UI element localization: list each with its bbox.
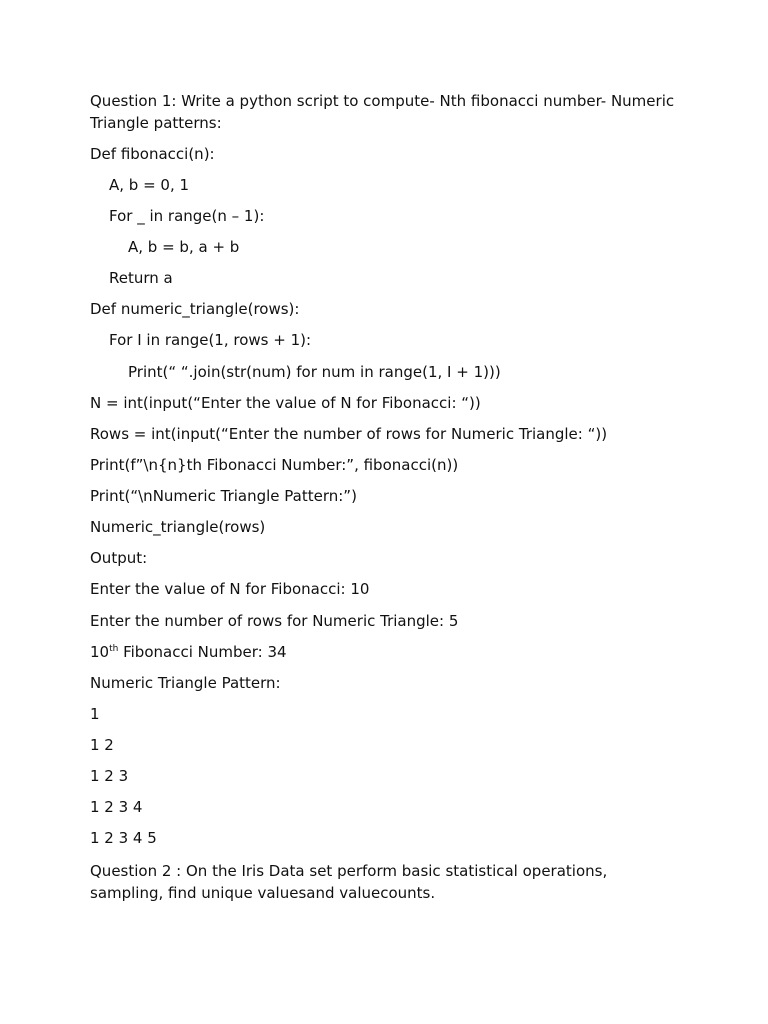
code-line: Rows = int(input(“Enter the number of rows for Numeric Triangle: “))	[90, 425, 608, 443]
code-line: N = int(input(“Enter the value of N for Fibonacci: “))	[90, 394, 481, 412]
code-line: A, b = 0, 1	[109, 176, 190, 194]
question-1-title: Question 1: Write a python script to compute- Nth fibonacci number- Numeric Triangle patterns:	[90, 92, 679, 132]
code-line: Print(“\nNumeric Triangle Pattern:”)	[90, 487, 357, 505]
question-2-title: Question 2 : On the Iris Data set perform basic statistical operations, sampling, find unique valuesand valuecounts.	[90, 862, 613, 902]
code-line: Def numeric_triangle(rows):	[90, 300, 300, 318]
output-line: Enter the number of rows for Numeric Triangle: 5	[90, 612, 459, 630]
fib-number: 10	[90, 643, 110, 661]
code-line: Numeric_triangle(rows)	[90, 518, 266, 536]
triangle-row: 1 2 3	[90, 767, 129, 785]
code-line: Print(f”\n{n}th Fibonacci Number:”, fibonacci(n))	[90, 456, 459, 474]
output-label: Output:	[90, 549, 148, 567]
triangle-row: 1	[90, 705, 100, 723]
output-line-fibonacci	[90, 641, 690, 663]
triangle-row: 1 2 3 4	[90, 798, 143, 816]
output-line: Numeric Triangle Pattern:	[90, 674, 281, 692]
code-line: Return a	[109, 269, 173, 287]
triangle-row: 1 2	[90, 736, 114, 754]
code-line: Def fibonacci(n):	[90, 145, 215, 163]
code-line: Print(“ “.join(str(num) for num in range(1, I + 1)))	[128, 363, 501, 381]
output-line: Enter the value of N for Fibonacci: 10	[90, 580, 370, 598]
code-line: For _ in range(n – 1):	[109, 207, 265, 225]
fib-ordinal-suffix: th	[109, 644, 119, 654]
fib-rest: Fibonacci Number: 34	[118, 643, 287, 661]
triangle-row: 1 2 3 4 5	[90, 829, 157, 847]
code-line: For I in range(1, rows + 1):	[109, 331, 312, 349]
code-line: A, b = b, a + b	[128, 238, 240, 256]
